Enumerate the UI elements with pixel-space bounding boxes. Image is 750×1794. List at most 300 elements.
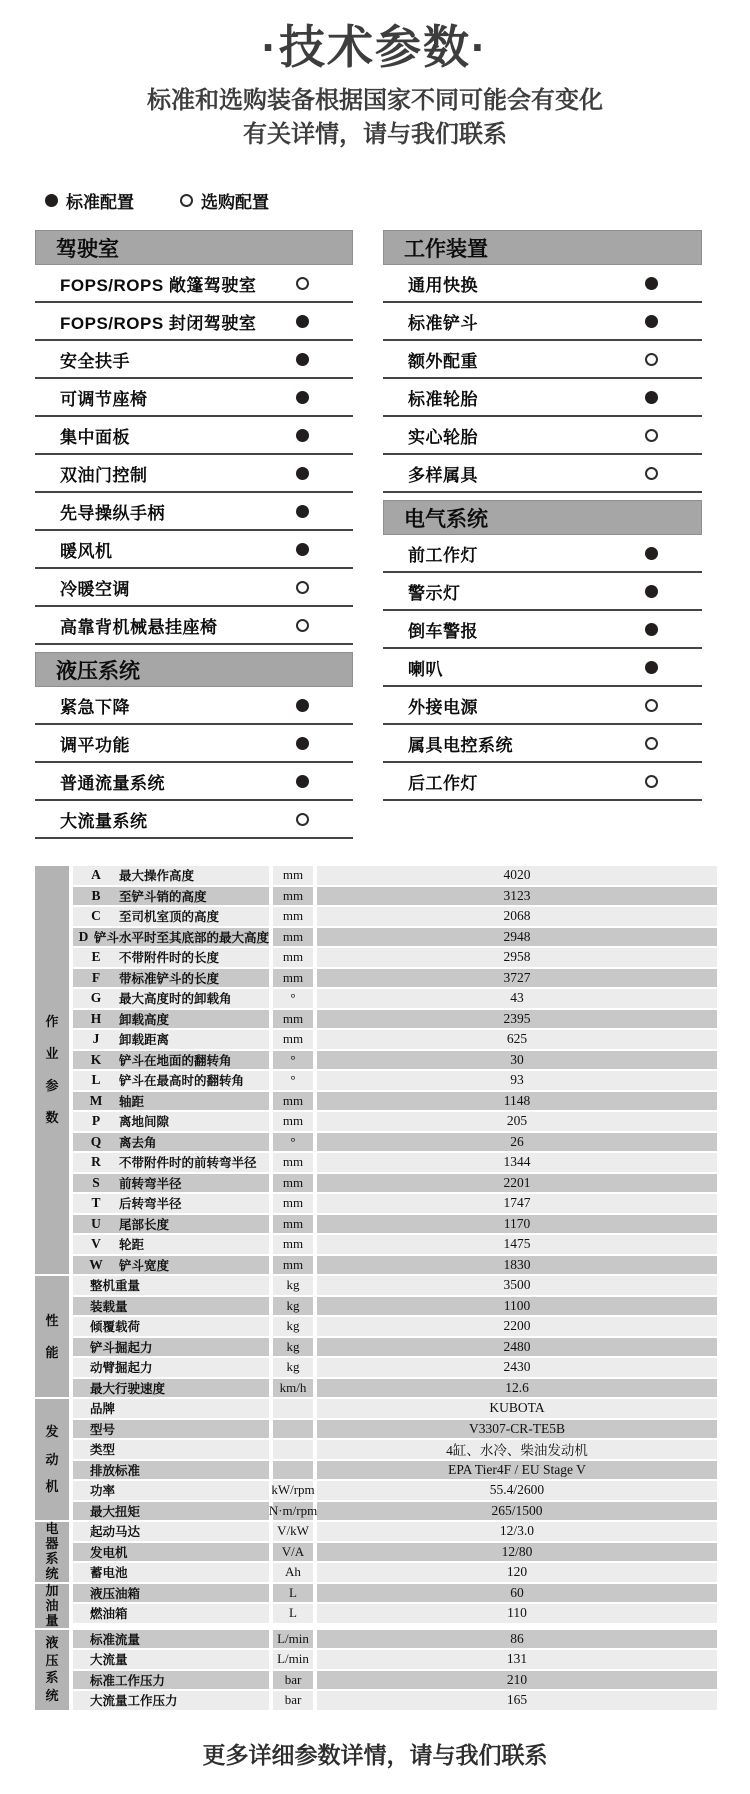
feature-item — [35, 531, 353, 569]
spec-desc-cell — [73, 1338, 269, 1357]
spec-row-key: U — [91, 1215, 101, 1231]
spec-row — [73, 1317, 717, 1336]
spec-row-key: M — [89, 1092, 103, 1108]
feature-label: 喇叭 — [408, 659, 443, 679]
spec-desc-cell — [73, 928, 269, 947]
spec-row-label: 轮距 — [119, 1238, 145, 1253]
spec-desc-cell — [73, 1563, 269, 1582]
group-label-char: 油 — [45, 1597, 59, 1613]
spec-unit-cell: ° — [273, 1051, 313, 1070]
group-label-char: 性 — [45, 1312, 59, 1328]
spec-desc-cell — [73, 1630, 269, 1649]
feature-label: 实心轮胎 — [408, 427, 478, 447]
spec-desc-cell — [73, 1461, 269, 1480]
spec-row — [73, 1338, 717, 1357]
spec-row — [73, 969, 717, 988]
spec-desc-cell — [73, 1358, 269, 1377]
spec-value-cell: KUBOTA — [317, 1399, 717, 1418]
spec-row-key: B — [91, 887, 101, 903]
spec-unit-cell: ° — [273, 1071, 313, 1090]
spec-desc-cell — [73, 1174, 269, 1193]
spec-row-key: V — [91, 1236, 101, 1252]
group-rows — [73, 1522, 717, 1582]
spec-row — [73, 1502, 717, 1521]
feature-item — [35, 417, 353, 455]
spec-row — [73, 1461, 717, 1480]
feature-label: 属具电控系统 — [408, 735, 513, 755]
spec-row — [73, 1671, 717, 1690]
spec-row-key: D — [78, 928, 89, 944]
standard-dot-icon — [45, 194, 58, 207]
spec-desc-cell — [73, 989, 269, 1008]
spec-desc-cell — [73, 1194, 269, 1213]
spec-unit-cell: mm — [273, 1215, 313, 1234]
feature-item — [383, 303, 702, 341]
spec-unit-cell: bar — [273, 1671, 313, 1690]
feature-item — [383, 649, 702, 687]
spec-row-label: 铲斗在最高时的翻转角 — [119, 1074, 245, 1089]
spec-row — [73, 1256, 717, 1275]
group-label-char: 业 — [45, 1046, 59, 1061]
spec-group — [35, 1630, 717, 1710]
group-rows — [73, 1584, 717, 1628]
group-label-char: 压 — [45, 1652, 59, 1668]
spec-row-label: 品牌 — [90, 1402, 116, 1417]
spec-value-cell: 12.6 — [317, 1379, 717, 1398]
spec-unit-cell: mm — [273, 866, 313, 885]
spec-row-label: 蓄电池 — [90, 1566, 128, 1581]
standard-dot-icon — [296, 737, 309, 750]
spec-value-cell: 43 — [317, 989, 717, 1008]
spec-row-label: 功率 — [90, 1484, 116, 1499]
spec-row-key: C — [91, 908, 101, 924]
optional-circle-icon — [645, 429, 658, 442]
spec-row — [73, 1691, 717, 1710]
spec-value-cell: 2395 — [317, 1010, 717, 1029]
feature-column-right — [383, 230, 702, 839]
spec-value-cell: 3123 — [317, 887, 717, 906]
group-label-char: 系 — [45, 1551, 59, 1567]
spec-unit-cell: kg — [273, 1297, 313, 1316]
feature-label: 集中面板 — [60, 427, 130, 447]
optional-circle-icon — [645, 775, 658, 788]
spec-group — [35, 1584, 717, 1628]
optional-circle-icon — [296, 813, 309, 826]
spec-row-key: A — [91, 867, 101, 883]
spec-row — [73, 1092, 717, 1111]
spec-desc-cell — [73, 1030, 269, 1049]
spec-value-cell: 1100 — [317, 1297, 717, 1316]
feature-item — [383, 725, 702, 763]
legend-standard — [45, 188, 134, 213]
spec-value-cell: 2200 — [317, 1317, 717, 1336]
spec-value-cell: V3307-CR-TE5B — [317, 1420, 717, 1439]
group-label-char: 统 — [45, 1566, 59, 1582]
spec-unit-cell: N·m/rpm — [273, 1502, 313, 1521]
feature-label: 多样属具 — [408, 465, 478, 485]
group-label-char: 动 — [45, 1451, 59, 1467]
spec-row-label: 最大扭矩 — [90, 1504, 141, 1519]
spec-value-cell: 131 — [317, 1650, 717, 1669]
spec-row — [73, 1010, 717, 1029]
spec-value-cell: 1344 — [317, 1153, 717, 1172]
spec-desc-cell — [73, 1153, 269, 1172]
spec-row-key: T — [91, 1195, 101, 1211]
feature-column-left — [35, 230, 353, 839]
spec-desc-cell — [73, 1522, 269, 1541]
spec-row-label: 前转弯半径 — [119, 1176, 182, 1191]
group-label-char: 器 — [45, 1536, 59, 1552]
subtitle-line-2: 有关详情，请与我们联系 — [243, 121, 507, 148]
spec-unit-cell — [273, 1399, 313, 1418]
spec-row-label: 铲斗宽度 — [119, 1258, 170, 1273]
spec-row — [73, 1297, 717, 1316]
feature-item — [383, 763, 702, 801]
spec-unit-cell: kg — [273, 1317, 313, 1336]
legend-optional-label: 选购配置 — [201, 193, 269, 212]
legend-standard-label: 标准配置 — [66, 193, 134, 212]
spec-desc-cell — [73, 1092, 269, 1111]
standard-dot-icon — [296, 543, 309, 556]
legend-optional — [180, 188, 269, 213]
optional-circle-icon — [645, 467, 658, 480]
group-label — [35, 1584, 69, 1628]
optional-circle-icon — [645, 737, 658, 750]
spec-group — [35, 1276, 717, 1397]
spec-row — [73, 1194, 717, 1213]
spec-sheet-page — [0, 18, 750, 1794]
spec-value-cell: 3727 — [317, 969, 717, 988]
spec-row-label: 装载量 — [90, 1299, 128, 1314]
feature-label: 先导操纵手柄 — [60, 503, 165, 523]
feature-label: 紧急下降 — [60, 697, 130, 717]
feature-label: 通用快换 — [408, 275, 478, 295]
spec-row — [73, 1030, 717, 1049]
spec-row-label: 类型 — [90, 1443, 116, 1458]
spec-value-cell: 210 — [317, 1671, 717, 1690]
group-label-char: 机 — [45, 1479, 59, 1495]
group-label — [35, 1630, 69, 1710]
group-label — [35, 1399, 69, 1520]
spec-value-cell: 1830 — [317, 1256, 717, 1275]
standard-dot-icon — [645, 315, 658, 328]
group-label-char: 统 — [45, 1687, 59, 1703]
spec-row — [73, 1584, 717, 1603]
feature-label: 普通流量系统 — [60, 773, 165, 793]
spec-row-label: 卸载高度 — [119, 1012, 170, 1027]
config-legend — [45, 188, 750, 213]
feature-item — [35, 569, 353, 607]
feature-item — [35, 801, 353, 839]
spec-unit-cell: mm — [273, 1194, 313, 1213]
spec-table — [35, 866, 717, 1710]
feature-label: 外接电源 — [408, 697, 478, 717]
spec-value-cell: 1747 — [317, 1194, 717, 1213]
group-rows — [73, 866, 717, 1274]
spec-row-key: J — [92, 1031, 100, 1047]
spec-row — [73, 989, 717, 1008]
feature-item — [383, 341, 702, 379]
spec-row-label: 型号 — [90, 1422, 116, 1437]
spec-unit-cell: L — [273, 1604, 313, 1623]
spec-row — [73, 1133, 717, 1152]
group-label — [35, 1522, 69, 1582]
spec-row-label: 至铲斗销的高度 — [119, 889, 207, 904]
feature-item — [35, 687, 353, 725]
spec-row-label: 标准流量 — [90, 1632, 141, 1647]
spec-row-label: 后转弯半径 — [119, 1197, 182, 1212]
page-title: ·技术参数· — [261, 21, 489, 73]
spec-row — [73, 1604, 717, 1623]
spec-value-cell: 2948 — [317, 928, 717, 947]
spec-row-key: L — [91, 1072, 101, 1088]
feature-lists — [35, 230, 750, 839]
feature-label: 大流量系统 — [60, 811, 148, 831]
spec-desc-cell — [73, 1502, 269, 1521]
feature-item — [35, 265, 353, 303]
spec-row — [73, 1112, 717, 1131]
section-header: 电气系统 — [383, 500, 702, 535]
spec-unit-cell: ° — [273, 989, 313, 1008]
standard-dot-icon — [296, 699, 309, 712]
feature-label: 标准轮胎 — [408, 389, 478, 409]
spec-row-label: 最大操作高度 — [119, 869, 195, 884]
spec-desc-cell — [73, 887, 269, 906]
spec-value-cell: 60 — [317, 1584, 717, 1603]
standard-dot-icon — [296, 429, 309, 442]
feature-label: 额外配重 — [408, 351, 478, 371]
spec-desc-cell — [73, 1133, 269, 1152]
spec-desc-cell — [73, 1481, 269, 1500]
spec-desc-cell — [73, 1604, 269, 1623]
section-header: 驾驶室 — [35, 230, 353, 265]
spec-row-key: W — [89, 1256, 103, 1272]
spec-value-cell: 55.4/2600 — [317, 1481, 717, 1500]
feature-item — [383, 611, 702, 649]
spec-row-label: 轴距 — [119, 1094, 145, 1109]
spec-row — [73, 1522, 717, 1541]
spec-desc-cell — [73, 1071, 269, 1090]
group-label-char: 参 — [45, 1078, 59, 1093]
spec-row-label: 最大高度时的卸载角 — [119, 992, 232, 1007]
feature-item — [383, 379, 702, 417]
standard-dot-icon — [645, 547, 658, 560]
feature-label: 后工作灯 — [408, 773, 478, 793]
spec-unit-cell: mm — [273, 928, 313, 947]
spec-value-cell: 1170 — [317, 1215, 717, 1234]
spec-row-label: 排放标准 — [90, 1463, 141, 1478]
spec-value-cell: 3500 — [317, 1276, 717, 1295]
spec-value-cell: 1475 — [317, 1235, 717, 1254]
feature-section — [383, 500, 702, 801]
spec-row — [73, 887, 717, 906]
spec-row-label: 动臂掘起力 — [90, 1361, 153, 1376]
spec-desc-cell — [73, 1317, 269, 1336]
spec-row-label: 铲斗掘起力 — [90, 1340, 153, 1355]
feature-item — [383, 535, 702, 573]
spec-unit-cell: Ah — [273, 1563, 313, 1582]
spec-value-cell: 165 — [317, 1691, 717, 1710]
spec-unit-cell: V/A — [273, 1543, 313, 1562]
spec-row-key: S — [92, 1174, 100, 1190]
spec-row-key: P — [91, 1113, 101, 1129]
spec-value-cell: 93 — [317, 1071, 717, 1090]
spec-row-key: G — [90, 990, 102, 1006]
spec-unit-cell: mm — [273, 907, 313, 926]
spec-row — [73, 1071, 717, 1090]
spec-desc-cell — [73, 866, 269, 885]
spec-value-cell: 625 — [317, 1030, 717, 1049]
spec-row-label: 整机重量 — [90, 1279, 141, 1294]
spec-row — [73, 1276, 717, 1295]
spec-unit-cell: bar — [273, 1691, 313, 1710]
feature-item — [35, 763, 353, 801]
standard-dot-icon — [645, 623, 658, 636]
spec-row — [73, 866, 717, 885]
spec-row-label: 铲斗水平时至其底部的最大高度 — [93, 930, 269, 945]
spec-unit-cell: mm — [273, 1153, 313, 1172]
feature-item — [35, 341, 353, 379]
standard-dot-icon — [296, 505, 309, 518]
spec-row-label: 铲斗在地面的翻转角 — [119, 1053, 232, 1068]
spec-unit-cell: V/kW — [273, 1522, 313, 1541]
spec-unit-cell: ° — [273, 1133, 313, 1152]
spec-desc-cell — [73, 1297, 269, 1316]
feature-item — [383, 417, 702, 455]
group-rows — [73, 1630, 717, 1710]
spec-value-cell: 120 — [317, 1563, 717, 1582]
feature-item — [35, 493, 353, 531]
feature-section — [383, 230, 702, 493]
spec-value-cell: 2480 — [317, 1338, 717, 1357]
spec-unit-cell: L/min — [273, 1650, 313, 1669]
optional-circle-icon — [296, 277, 309, 290]
feature-label: 安全扶手 — [60, 351, 130, 371]
spec-desc-cell — [73, 1440, 269, 1459]
group-rows — [73, 1276, 717, 1397]
spec-value-cell: 26 — [317, 1133, 717, 1152]
spec-desc-cell — [73, 1215, 269, 1234]
spec-row-label: 起动马达 — [90, 1525, 141, 1540]
spec-desc-cell — [73, 948, 269, 967]
spec-row-key: K — [90, 1051, 102, 1067]
spec-desc-cell — [73, 1051, 269, 1070]
spec-unit-cell — [273, 1420, 313, 1439]
group-label-char: 液 — [45, 1635, 59, 1651]
spec-value-cell: EPA Tier4F / EU Stage V — [317, 1461, 717, 1480]
spec-row-label: 至司机室顶的高度 — [119, 910, 220, 925]
optional-circle-icon — [645, 353, 658, 366]
spec-unit-cell: mm — [273, 1256, 313, 1275]
footer-note: 更多详细参数详情，请与我们联系 — [202, 1741, 548, 1768]
standard-dot-icon — [645, 585, 658, 598]
spec-row-label: 大流量 — [90, 1653, 128, 1668]
spec-row — [73, 1215, 717, 1234]
spec-row — [73, 1630, 717, 1649]
standard-dot-icon — [645, 391, 658, 404]
spec-row — [73, 1358, 717, 1377]
spec-desc-cell — [73, 1650, 269, 1669]
feature-label: FOPS/ROPS 封闭驾驶室 — [60, 313, 257, 333]
standard-dot-icon — [296, 315, 309, 328]
feature-item — [383, 573, 702, 611]
feature-label: 冷暖空调 — [60, 579, 130, 599]
spec-unit-cell: L — [273, 1584, 313, 1603]
feature-item — [383, 455, 702, 493]
spec-value-cell: 4020 — [317, 866, 717, 885]
spec-row-key: H — [90, 1010, 102, 1026]
spec-row-label: 标准工作压力 — [90, 1673, 166, 1688]
spec-value-cell: 12/80 — [317, 1543, 717, 1562]
spec-row-key: E — [91, 949, 101, 965]
section-header: 液压系统 — [35, 652, 353, 687]
spec-value-cell: 2430 — [317, 1358, 717, 1377]
group-label-char: 发 — [45, 1423, 59, 1439]
spec-row — [73, 907, 717, 926]
spec-unit-cell: mm — [273, 969, 313, 988]
feature-label: 高靠背机械悬挂座椅 — [60, 617, 218, 637]
feature-item — [35, 607, 353, 645]
spec-unit-cell — [273, 1440, 313, 1459]
spec-desc-cell — [73, 1379, 269, 1398]
spec-row-label: 带标准铲斗的长度 — [119, 971, 220, 986]
standard-dot-icon — [296, 775, 309, 788]
standard-dot-icon — [296, 391, 309, 404]
spec-row — [73, 928, 717, 947]
group-label-char: 量 — [45, 1612, 59, 1628]
spec-row-label: 离地间隙 — [119, 1115, 170, 1130]
feature-label: 可调节座椅 — [60, 389, 148, 409]
spec-unit-cell: mm — [273, 1112, 313, 1131]
spec-value-cell: 265/1500 — [317, 1502, 717, 1521]
feature-label: 标准铲斗 — [408, 313, 478, 333]
feature-item — [383, 687, 702, 725]
spec-unit-cell: mm — [273, 1235, 313, 1254]
feature-label: 暖风机 — [60, 541, 113, 561]
group-label-char: 数 — [45, 1110, 59, 1125]
feature-section — [35, 230, 353, 645]
spec-row-label: 尾部长度 — [119, 1217, 170, 1232]
feature-label: 双油门控制 — [60, 465, 148, 485]
spec-row — [73, 1399, 717, 1418]
spec-row — [73, 1543, 717, 1562]
spec-value-cell: 1148 — [317, 1092, 717, 1111]
optional-circle-icon — [296, 619, 309, 632]
feature-label: 前工作灯 — [408, 545, 478, 565]
spec-value-cell: 2068 — [317, 907, 717, 926]
feature-label: 调平功能 — [60, 735, 130, 755]
optional-circle-icon — [296, 581, 309, 594]
optional-circle-icon — [645, 699, 658, 712]
section-header: 工作装置 — [383, 230, 702, 265]
standard-dot-icon — [645, 661, 658, 674]
spec-row — [73, 1481, 717, 1500]
feature-item — [35, 455, 353, 493]
spec-row-key: Q — [90, 1133, 102, 1149]
spec-row — [73, 1440, 717, 1459]
feature-item — [383, 265, 702, 303]
spec-desc-cell — [73, 1420, 269, 1439]
spec-unit-cell: mm — [273, 1174, 313, 1193]
group-label-char: 系 — [45, 1670, 59, 1686]
group-label-char: 能 — [45, 1344, 59, 1360]
spec-unit-cell: kg — [273, 1358, 313, 1377]
feature-label: FOPS/ROPS 敞篷驾驶室 — [60, 275, 257, 295]
spec-unit-cell: kg — [273, 1338, 313, 1357]
spec-desc-cell — [73, 1543, 269, 1562]
spec-unit-cell: mm — [273, 1092, 313, 1111]
spec-row — [73, 1563, 717, 1582]
